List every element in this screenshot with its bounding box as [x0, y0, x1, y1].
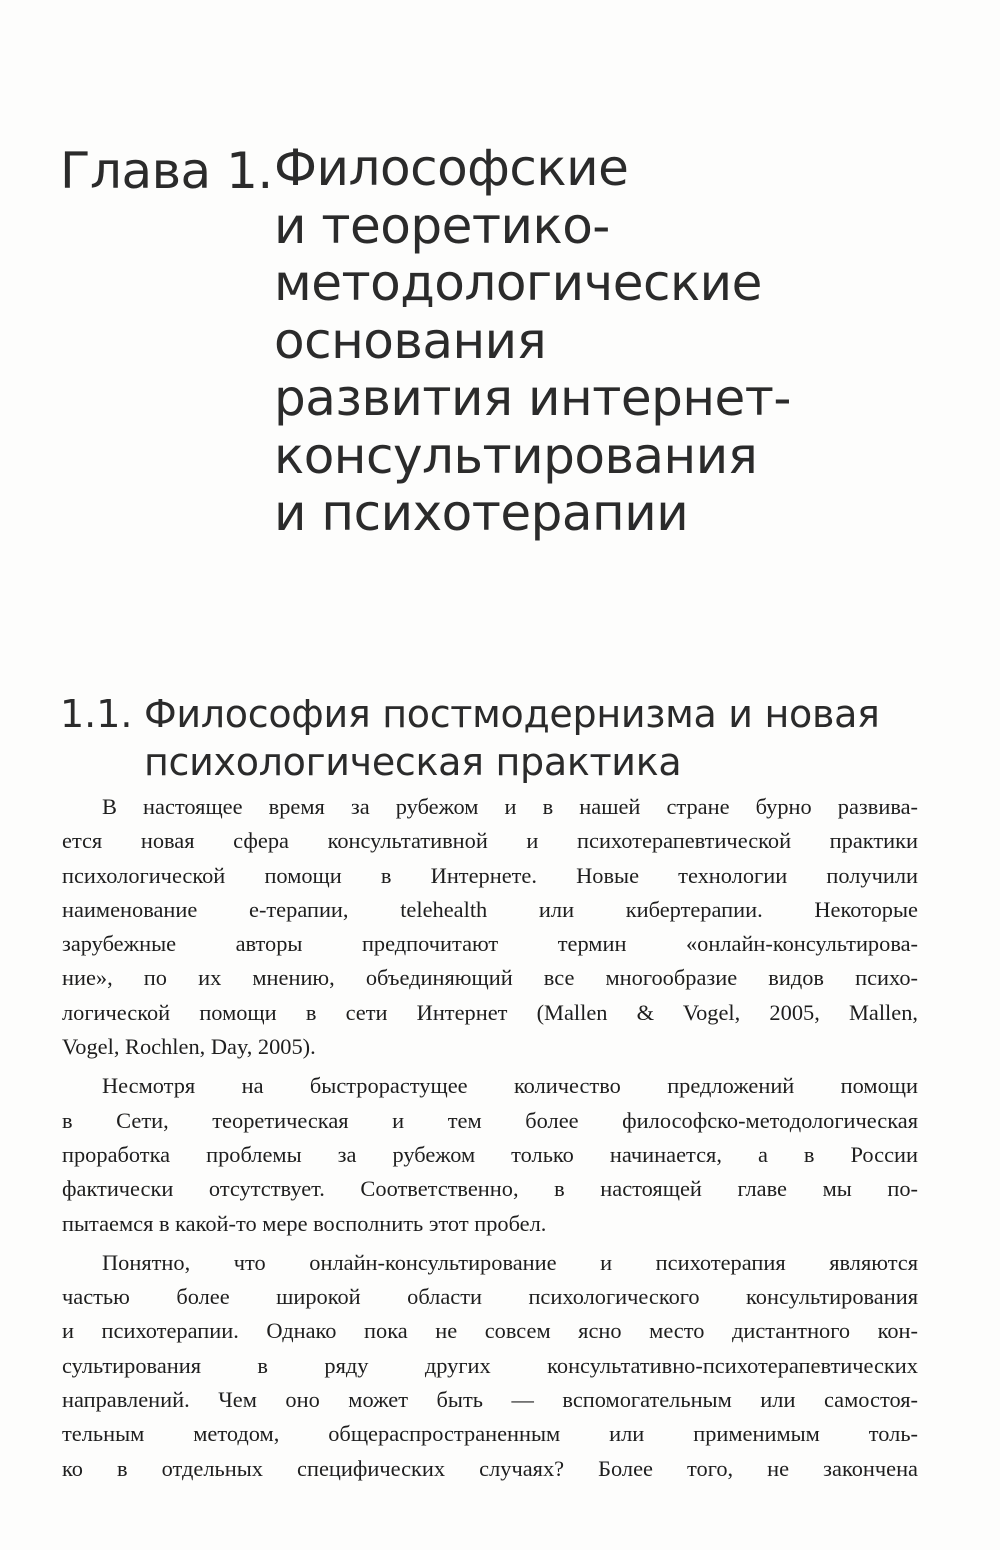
chapter-title — [274, 140, 964, 543]
section-title-line: Философия постмодернизма и новая — [144, 692, 880, 736]
text-line: пытаемся в какой-то мере восполнить этот пробел. — [62, 1210, 547, 1236]
text-line: логической помощи в сети Интернет (Mallen & Vogel, 2005, Mallen, — [62, 999, 918, 1025]
text-line: частью более широкой области психологического консультирования — [62, 1284, 918, 1310]
paragraph — [62, 790, 918, 1064]
text-line: психологической помощи в Интернете. Новые технологии получили — [62, 862, 918, 888]
text-line: и психотерапии. Однако пока не совсем ясно место дистантного кон- — [62, 1318, 918, 1344]
text-line: ко в отдельных специфических случаях? Более того, не закончена — [62, 1455, 918, 1481]
text-line: наименование е-терапии, telehealth или кибертерапии. Некоторые — [62, 896, 918, 922]
section-title — [144, 690, 964, 786]
text-line: ние», по их мнению, объединяющий все многообразие видов психо- — [62, 965, 918, 991]
text-line: сультирования в ряду других консультативно-психотерапевтических — [62, 1352, 918, 1378]
text-line: В настоящее время за рубежом и в нашей стране бурно развива- — [102, 794, 918, 819]
chapter-title-line: консультирования — [274, 426, 758, 485]
chapter-title-line: основания — [274, 311, 547, 370]
text-line: Vogel, Rochlen, Day, 2005). — [62, 1034, 316, 1060]
text-line: зарубежные авторы предпочитают термин «онлайн-консультирова- — [62, 931, 918, 957]
text-line: Понятно, что онлайн-консультирование и психотерапия являются — [102, 1249, 918, 1275]
text-line: Несмотря на быстрорастущее количество предложений помощи — [102, 1073, 918, 1099]
text-line: проработка проблемы за рубежом только начинается, а в России — [62, 1141, 918, 1167]
text-line: фактически отсутствует. Соответственно, в настоящей главе мы по- — [62, 1176, 918, 1202]
paragraph — [62, 1069, 918, 1240]
text-line: ется новая сфера консультативной и психотерапевтической практики — [62, 828, 918, 854]
section-title-line: психологическая практика — [144, 740, 682, 784]
section-number: 1.1. — [60, 692, 133, 736]
chapter-title-line: методологические — [274, 254, 762, 312]
chapter-title-line: и теоретико- — [274, 196, 610, 255]
chapter-title-line: развития интернет- — [274, 369, 791, 427]
paragraph — [62, 1246, 918, 1486]
text-line: тельным методом, общераспространенным или применимым толь- — [62, 1421, 918, 1447]
body-text — [62, 790, 918, 1491]
chapter-title-line: Философские — [274, 139, 629, 197]
chapter-title-line: и психотерапии — [274, 484, 689, 542]
text-line: направлений. Чем оно может быть — вспомогательным или самостоя- — [62, 1387, 918, 1413]
chapter-label: Глава 1. — [60, 142, 273, 200]
text-line: в Сети, теоретическая и тем более философско-методологическая — [62, 1107, 918, 1133]
